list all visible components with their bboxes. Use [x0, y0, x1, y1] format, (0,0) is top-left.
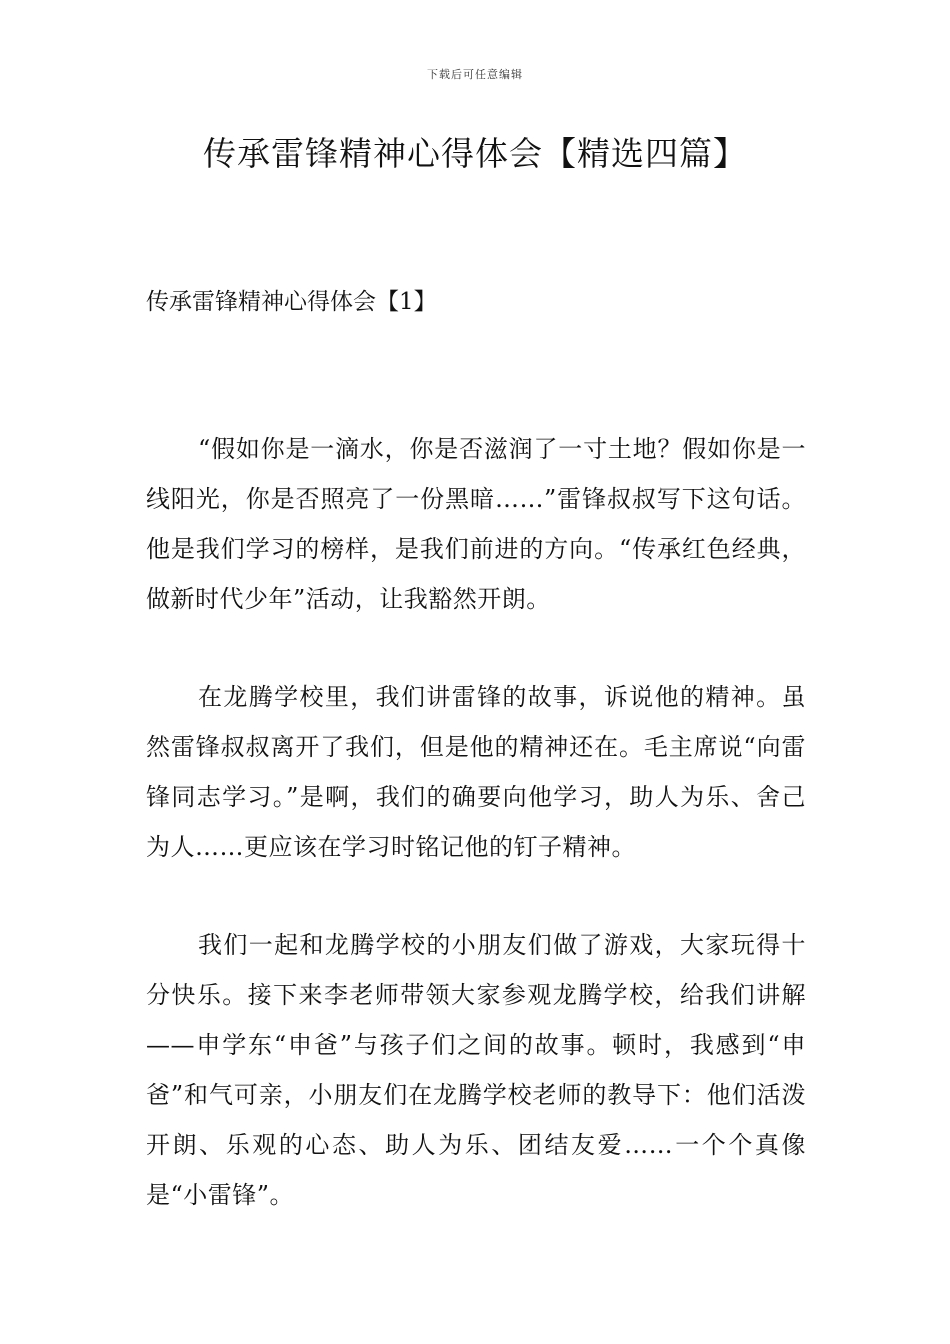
- paragraph-2: 在龙腾学校里，我们讲雷锋的故事，诉说他的精神。虽然雷锋叔叔离开了我们，但是他的精神还在。毛主席说“向雷锋同志学习。”是啊，我们的确要向他学习，助人为乐、舍己为人……更应该在学习时铭记他的钉子精神。: [146, 683, 806, 861]
- paragraph-1: “假如你是一滴水，你是否滋润了一寸土地？假如你是一线阳光，你是否照亮了一份黑暗……”雷锋叔叔写下这句话。他是我们学习的榜样，是我们前进的方向。“传承红色经典，做新时代少年”活动，让我豁然开朗。: [146, 435, 806, 613]
- page-header-note: 下载后可任意编辑: [427, 68, 523, 81]
- document-title: 传承雷锋精神心得体会【精选四篇】: [203, 134, 747, 173]
- section-heading: 传承雷锋精神心得体会【1】: [146, 289, 437, 315]
- paragraph-3: 我们一起和龙腾学校的小朋友们做了游戏，大家玩得十分快乐。接下来李老师带领大家参观龙腾学校，给我们讲解——申学东“申爸”与孩子们之间的故事。顿时，我感到“申爸”和气可亲，小朋友们在龙腾学校老师的教导下：他们活泼开朗、乐观的心态、助人为乐、团结友爱……一个个真像是“小雷锋”。: [146, 931, 806, 1209]
